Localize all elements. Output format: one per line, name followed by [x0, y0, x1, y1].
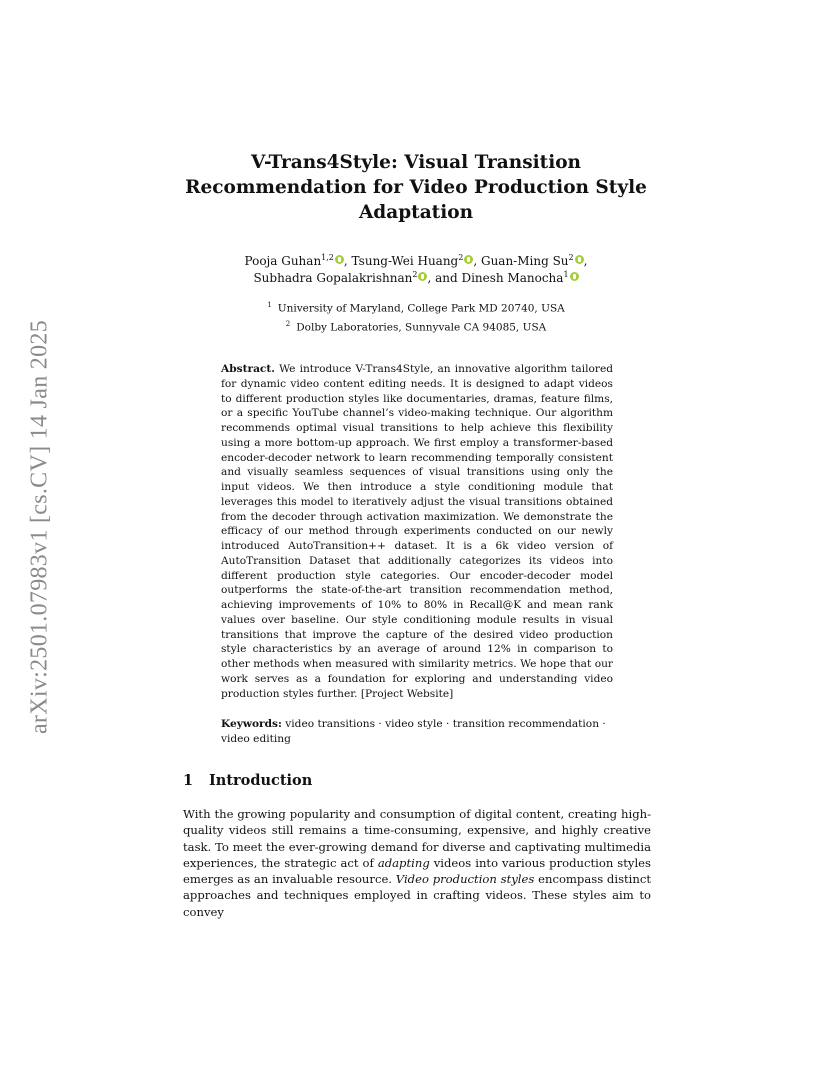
- author-name: Subhadra Gopalakrishnan: [253, 271, 413, 285]
- affiliation-number: 2: [285, 319, 291, 328]
- orcid-icon[interactable]: [464, 255, 473, 264]
- abstract-label: Abstract.: [221, 363, 275, 375]
- author-name: Dinesh Manocha: [461, 271, 564, 285]
- section-title: Introduction: [209, 772, 313, 789]
- section-heading: [183, 771, 312, 791]
- intro-emphasis: Video production styles: [395, 872, 535, 887]
- orcid-icon[interactable]: [335, 255, 344, 264]
- affiliation-item: [220, 298, 612, 317]
- paper-title: [170, 150, 662, 225]
- author-separator: ,: [583, 254, 588, 268]
- intro-text: encompass distinct approaches and techniques employed in crafting videos. These styles aim to convey: [183, 872, 652, 919]
- orcid-icon[interactable]: [570, 272, 579, 281]
- author-name: Guan-Ming Su: [480, 254, 569, 268]
- author-name: Tsung-Wei Huang: [351, 254, 459, 268]
- author-affiliation-mark: 2: [568, 253, 574, 262]
- abstract-block: [221, 362, 613, 701]
- affiliation-list: [220, 298, 612, 335]
- abstract-text: We introduce V-Trans4Style, an innovative algorithm tailored for dynamic video content editing needs. It is designed to adapt videos to different production styles like documentaries, dramas, feature films, or a specific YouTube channel’s video-making technique. Our algorithm recommends optimal visual transitions to help achieve this flexibility using a more bottom-up approach. We first employ a transformer-based encoder-decoder network to learn recommending temporally consistent and visually seamless sequences of visual transitions using only the input videos. We then introduce a style conditioning module that leverages this model to iteratively adjust the visual transitions obtained from the decoder through activation maximization. We demonstrate the efficacy of our method through experiments conducted on our newly introduced AutoTransition++ dataset. It is a 6k video version of AutoTransition Dataset that additionally categorizes its videos into different production style categories. Our encoder-decoder model outperforms the state-of-the-art transition recommendation method, achieving improvements of 10% to 80% in Recall@K and mean rank values over baseline. Our style conditioning module results in visual transitions that improve the capture of the desired video production style characteristics by an average of around 12% in comparison to other methods when measured with similarity metrics. We hope that our work serves as a foundation for exploring and understanding video production styles further. [Project Website]: [221, 363, 613, 700]
- intro-emphasis: adapting: [377, 855, 430, 870]
- affiliation-item: [220, 317, 612, 336]
- author-affiliation-mark: 1,2: [321, 253, 334, 262]
- intro-text: videos into various production styles emerges as an invaluable resource.: [183, 855, 651, 887]
- author-separator: ,: [343, 254, 352, 268]
- author-list: [200, 253, 632, 287]
- keywords-label: Keywords:: [221, 718, 282, 730]
- title-line: V-Trans4Style: Visual Transition: [250, 152, 582, 173]
- introduction-paragraph: [183, 806, 651, 920]
- keywords-text: video transitions · video style · transition recommendation · video editing: [221, 718, 606, 745]
- section-number: 1: [183, 772, 194, 789]
- author-separator: ,: [473, 254, 481, 268]
- author-name: Pooja Guhan: [244, 254, 322, 268]
- intro-text: With the growing popularity and consumption of digital content, creating high-quality videos still remains a time-consuming, expensive, and highly creative task. To meet the ever-growing demand for diverse and captivating multimedia experiences, the strategic act of: [183, 807, 651, 870]
- affiliation-number: 1: [267, 301, 272, 309]
- affiliation-text: University of Maryland, College Park MD 20740, USA: [277, 302, 565, 315]
- author-affiliation-mark: 2: [412, 270, 418, 279]
- arxiv-identifier-stamp: arXiv:2501.07983v1 [cs.CV] 14 Jan 2025: [26, 319, 53, 735]
- orcid-icon[interactable]: [575, 255, 584, 264]
- author-line: [200, 253, 632, 270]
- author-affiliation-mark: 2: [458, 253, 464, 262]
- title-line: Adaptation: [358, 202, 474, 223]
- author-line: [200, 270, 632, 287]
- author-conjunction: , and: [427, 271, 462, 285]
- author-affiliation-mark: 1: [563, 270, 569, 279]
- affiliation-text: Dolby Laboratories, Sunnyvale CA 94085, USA: [296, 321, 547, 333]
- title-line: Recommendation for Video Production Style: [185, 177, 647, 198]
- keywords-block: [221, 717, 613, 747]
